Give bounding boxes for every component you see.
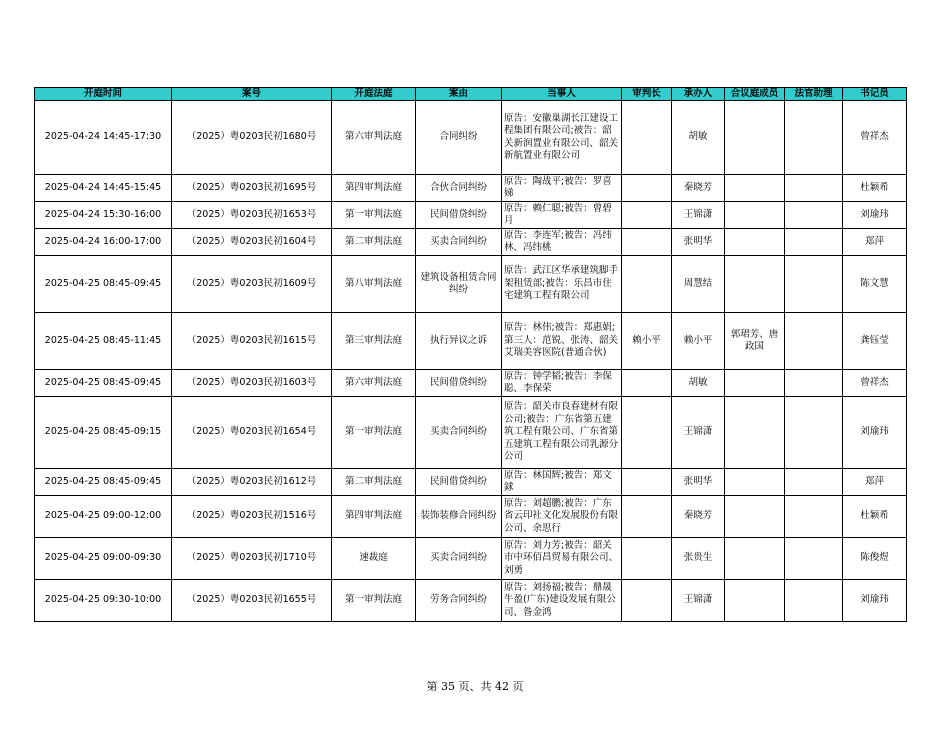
cell-handler: 王锦潇	[672, 580, 725, 622]
cell-time: 2025-04-25 08:45-09:45	[35, 469, 172, 496]
cell-case-no: （2025）粤0203民初1695号	[172, 175, 332, 202]
header-court: 开庭法庭	[332, 88, 416, 101]
cell-assistant	[785, 496, 843, 538]
header-panel: 合议庭成员	[725, 88, 785, 101]
cell-cause: 建筑设备租赁合同纠纷	[416, 256, 502, 313]
cell-court: 第二审判法庭	[332, 229, 416, 256]
cell-court: 第六审判法庭	[332, 101, 416, 175]
cell-assistant	[785, 538, 843, 580]
cell-time: 2025-04-25 08:45-11:45	[35, 313, 172, 370]
cell-handler: 周慧结	[672, 256, 725, 313]
cell-clerk: 郑萍	[843, 229, 907, 256]
cell-assistant	[785, 256, 843, 313]
cell-handler: 王锦潇	[672, 202, 725, 229]
cell-court: 第一审判法庭	[332, 202, 416, 229]
cell-parties: 原告：林国辉;被告：郑文銶	[502, 469, 622, 496]
cell-clerk: 杜颖希	[843, 496, 907, 538]
cell-clerk: 刘瑜玮	[843, 580, 907, 622]
cell-time: 2025-04-25 09:00-12:00	[35, 496, 172, 538]
cell-case-no: （2025）粤0203民初1654号	[172, 397, 332, 469]
cell-clerk: 曾祥杰	[843, 370, 907, 397]
cell-court: 第六审判法庭	[332, 370, 416, 397]
cell-handler: 张明华	[672, 229, 725, 256]
header-row	[35, 88, 907, 101]
cell-time: 2025-04-25 08:45-09:15	[35, 397, 172, 469]
cell-assistant	[785, 101, 843, 175]
cell-parties: 原告：安徽巢湖长江建设工程集团有限公司;被告：韶关新润置业有限公司、韶关新航置业有限公司	[502, 101, 622, 175]
cell-handler: 张贵生	[672, 538, 725, 580]
header-time: 开庭时间	[35, 88, 172, 101]
table-row	[35, 397, 907, 469]
cell-assistant	[785, 175, 843, 202]
cell-assistant	[785, 469, 843, 496]
cell-parties: 原告：陶战平;被告：罗喜娣	[502, 175, 622, 202]
cell-case-no: （2025）粤0203民初1680号	[172, 101, 332, 175]
cell-case-no: （2025）粤0203民初1609号	[172, 256, 332, 313]
table-row	[35, 202, 907, 229]
cell-cause: 买卖合同纠纷	[416, 397, 502, 469]
cell-court: 第一审判法庭	[332, 397, 416, 469]
cell-cause: 劳务合同纠纷	[416, 580, 502, 622]
cell-court: 第八审判法庭	[332, 256, 416, 313]
cell-presiding	[622, 538, 672, 580]
header-cause: 案由	[416, 88, 502, 101]
cell-assistant	[785, 397, 843, 469]
cell-panel	[725, 496, 785, 538]
cell-panel	[725, 101, 785, 175]
cell-presiding	[622, 101, 672, 175]
cell-handler: 张明华	[672, 469, 725, 496]
cell-cause: 合伙合同纠纷	[416, 175, 502, 202]
cell-cause: 合同纠纷	[416, 101, 502, 175]
table-row	[35, 313, 907, 370]
cell-parties: 原告：赖仁聪;被告：曾碧月	[502, 202, 622, 229]
cell-case-no: （2025）粤0203民初1655号	[172, 580, 332, 622]
page-footer: 第 35 页、共 42 页	[426, 680, 524, 693]
cell-parties: 原告：刘力芳;被告：韶关市中环佰昌贸易有限公司、刘勇	[502, 538, 622, 580]
cell-parties: 原告：武江区华承建筑脚手架租赁部;被告：乐昌市住宅建筑工程有限公司	[502, 256, 622, 313]
table-row	[35, 370, 907, 397]
cell-case-no: （2025）粤0203民初1710号	[172, 538, 332, 580]
cell-court: 第四审判法庭	[332, 175, 416, 202]
cell-panel	[725, 397, 785, 469]
cell-handler: 胡敏	[672, 370, 725, 397]
cell-parties: 原告：韶关市良春建材有限公司;被告：广东省第五建筑工程有限公司、广东省第五建筑工程有限公司乳源分公司	[502, 397, 622, 469]
cell-presiding	[622, 202, 672, 229]
cell-handler: 秦晓芳	[672, 175, 725, 202]
table-row	[35, 538, 907, 580]
cell-handler: 王锦潇	[672, 397, 725, 469]
cell-clerk: 刘瑜玮	[843, 397, 907, 469]
cell-parties: 原告：钟学韬;被告：李保聪、李保荣	[502, 370, 622, 397]
cell-panel	[725, 538, 785, 580]
cell-cause: 买卖合同纠纷	[416, 229, 502, 256]
header-parties: 当事人	[502, 88, 622, 101]
cell-panel	[725, 229, 785, 256]
cell-time: 2025-04-24 16:00-17:00	[35, 229, 172, 256]
table-row	[35, 496, 907, 538]
table-row	[35, 256, 907, 313]
table-row	[35, 580, 907, 622]
cell-presiding	[622, 580, 672, 622]
cell-parties: 原告：林伟;被告：郑惠娟;第三人：范锐、张涛、韶关艾瑞美容医院(普通合伙)	[502, 313, 622, 370]
cell-case-no: （2025）粤0203民初1516号	[172, 496, 332, 538]
cell-cause: 买卖合同纠纷	[416, 538, 502, 580]
cell-panel: 郭珺芳、唐政国	[725, 313, 785, 370]
table-row	[35, 229, 907, 256]
cell-assistant	[785, 580, 843, 622]
cell-time: 2025-04-24 14:45-15:45	[35, 175, 172, 202]
cell-presiding	[622, 496, 672, 538]
cell-clerk: 龚钰莹	[843, 313, 907, 370]
cell-case-no: （2025）粤0203民初1604号	[172, 229, 332, 256]
cell-assistant	[785, 370, 843, 397]
cell-cause: 装饰装修合同纠纷	[416, 496, 502, 538]
cell-time: 2025-04-25 08:45-09:45	[35, 370, 172, 397]
cell-time: 2025-04-25 09:00-09:30	[35, 538, 172, 580]
cell-time: 2025-04-25 08:45-09:45	[35, 256, 172, 313]
cell-panel	[725, 256, 785, 313]
cell-panel	[725, 469, 785, 496]
cell-panel	[725, 370, 785, 397]
cell-presiding: 赖小平	[622, 313, 672, 370]
cell-handler: 秦晓芳	[672, 496, 725, 538]
cell-cause: 民间借贷纠纷	[416, 370, 502, 397]
header-case-no: 案号	[172, 88, 332, 101]
header-handler: 承办人	[672, 88, 725, 101]
cell-case-no: （2025）粤0203民初1653号	[172, 202, 332, 229]
cell-clerk: 刘瑜玮	[843, 202, 907, 229]
cell-clerk: 杜颖希	[843, 175, 907, 202]
cell-case-no: （2025）粤0203民初1603号	[172, 370, 332, 397]
cell-presiding	[622, 175, 672, 202]
cell-court: 速裁庭	[332, 538, 416, 580]
table-row	[35, 175, 907, 202]
cell-handler: 赖小平	[672, 313, 725, 370]
cell-presiding	[622, 397, 672, 469]
cell-assistant	[785, 313, 843, 370]
cell-presiding	[622, 469, 672, 496]
cell-assistant	[785, 202, 843, 229]
cell-cause: 民间借贷纠纷	[416, 202, 502, 229]
cell-case-no: （2025）粤0203民初1615号	[172, 313, 332, 370]
cell-cause: 执行异议之诉	[416, 313, 502, 370]
cell-panel	[725, 202, 785, 229]
cell-panel	[725, 580, 785, 622]
cell-court: 第三审判法庭	[332, 313, 416, 370]
cell-cause: 民间借贷纠纷	[416, 469, 502, 496]
cell-clerk: 郑萍	[843, 469, 907, 496]
cell-time: 2025-04-25 09:30-10:00	[35, 580, 172, 622]
cell-panel	[725, 175, 785, 202]
cell-court: 第四审判法庭	[332, 496, 416, 538]
cell-case-no: （2025）粤0203民初1612号	[172, 469, 332, 496]
cell-clerk: 陈文慧	[843, 256, 907, 313]
hearing-schedule-table	[34, 87, 907, 622]
cell-clerk: 陈俊煜	[843, 538, 907, 580]
header-presiding: 审判长	[622, 88, 672, 101]
cell-court: 第一审判法庭	[332, 580, 416, 622]
cell-presiding	[622, 370, 672, 397]
table-row	[35, 101, 907, 175]
cell-presiding	[622, 229, 672, 256]
header-clerk: 书记员	[843, 88, 907, 101]
cell-parties: 原告：刘超鹏;被告：广东省云印社文化发展股份有限公司、余思行	[502, 496, 622, 538]
cell-court: 第二审判法庭	[332, 469, 416, 496]
cell-time: 2025-04-24 15:30-16:00	[35, 202, 172, 229]
table-row	[35, 469, 907, 496]
cell-parties: 原告：刘扬福;被告：鼎晟牛盈(广东)建设发展有限公司、昝金鸿	[502, 580, 622, 622]
cell-parties: 原告：李连军;被告：冯纬林、冯纬桃	[502, 229, 622, 256]
cell-handler: 胡敏	[672, 101, 725, 175]
cell-clerk: 曾祥杰	[843, 101, 907, 175]
cell-assistant	[785, 229, 843, 256]
cell-time: 2025-04-24 14:45-17:30	[35, 101, 172, 175]
header-assistant: 法官助理	[785, 88, 843, 101]
cell-presiding	[622, 256, 672, 313]
